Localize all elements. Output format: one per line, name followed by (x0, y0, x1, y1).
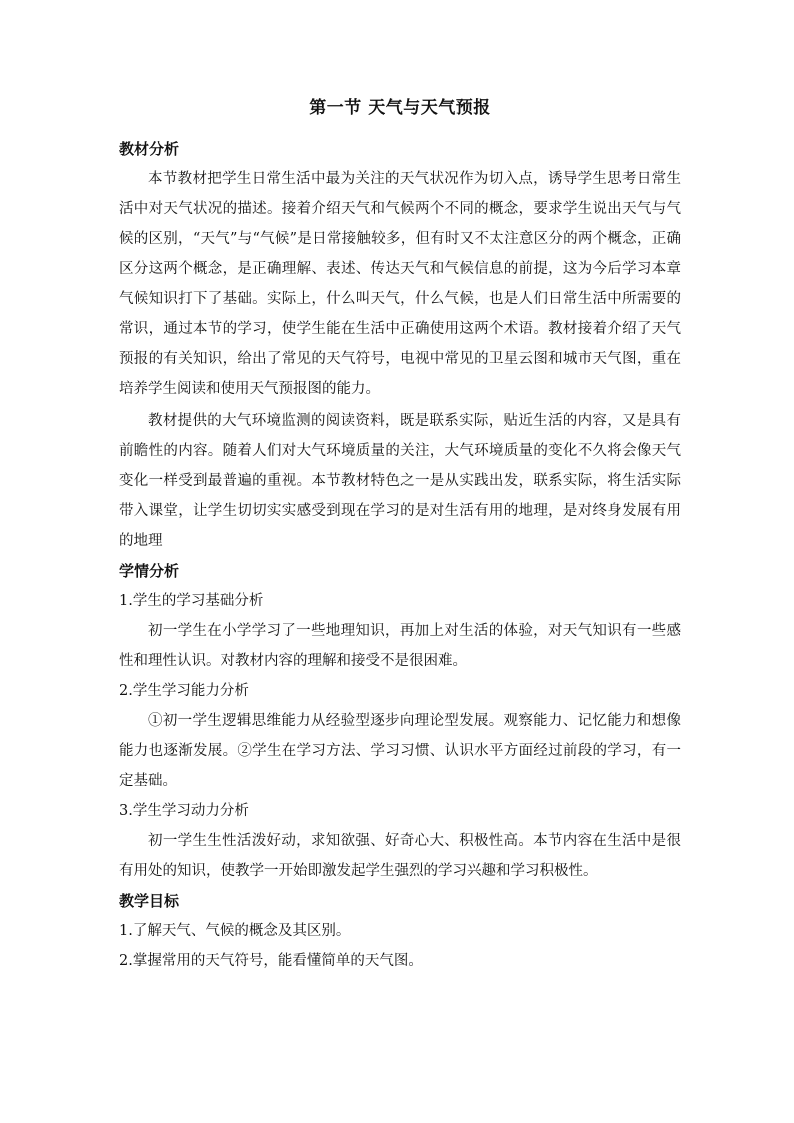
document-title: 第一节 天气与天气预报 (309, 98, 491, 118)
paragraph-textbook-analysis-2: 教材提供的大气环境监测的阅读资料，既是联系实际，贴近生活的内容，又是具有前瞻性的内容。随着人们对大气环境质量的关注，大气环境质量的变化不久将会像天气变化一样受到最普遍的重视。本节教材特色之一是从实践出发，联系实际，将生活实际带入课堂，让学生切切实实感受到现在学习的是对生活有用的地理，是对终身发展有用的地理 (119, 413, 681, 549)
paragraph-learning-motivation: 初一学生生性活泼好动，求知欲强、好奇心大、积极性高。本节内容在生活中是很有用处的知识，使教学一开始即激发起学生强烈的学习兴趣和学习积极性。 (119, 833, 681, 879)
paragraph-learning-ability: ①初一学生逻辑思维能力从经验型逐步向理论型发展。观察能力、记忆能力和想像能力也逐渐发展。②学生在学习方法、学习习惯、认识水平方面经过前段的学习，有一定基础。 (119, 713, 681, 789)
document-content (119, 96, 681, 976)
subheading-learning-motivation: 3.学生学习动力分析 (119, 803, 249, 819)
paragraph-textbook-analysis-1: 本节教材把学生日常生活中最为关注的天气状况作为切入点，诱导学生思考日常生活中对天气状况的描述。接着介绍天气和气候两个不同的概念，要求学生说出天气与气候的区别，“天气”与“气候”是日常接触较多，但有时又不太注意区分的两个概念，正确区分这两个概念，是正确理解、表述、传达天气和气候信息的前提，这为今后学习本章气候知识打下了基础。实际上，什么叫天气，什么气候，也是人们日常生活中所需要的常识，通过本节的学习，使学生能在生活中正确使用这两个术语。教材接着介绍了天气预报的有关知识，给出了常见的天气符号，电视中常见的卫星云图和城市天气图，重在培养学生阅读和使用天气预报图的能力。 (119, 171, 681, 397)
teaching-goal-item-2: 2.掌握常用的天气符号，能看懂简单的天气图。 (119, 953, 423, 969)
section-heading-textbook-analysis: 教材分析 (119, 140, 180, 158)
teaching-goal-item-1: 1.了解天气、气候的概念及其区别。 (119, 923, 351, 939)
section-heading-learner-analysis: 学情分析 (119, 562, 180, 580)
subheading-learning-foundation: 1.学生的学习基础分析 (119, 593, 264, 609)
section-heading-teaching-goals: 教学目标 (119, 892, 180, 910)
subheading-learning-ability: 2.学生学习能力分析 (119, 683, 249, 699)
paragraph-learning-foundation: 初一学生在小学学习了一些地理知识，再加上对生活的体验，对天气知识有一些感性和理性认识。对教材内容的理解和接受不是很困难。 (119, 623, 681, 669)
